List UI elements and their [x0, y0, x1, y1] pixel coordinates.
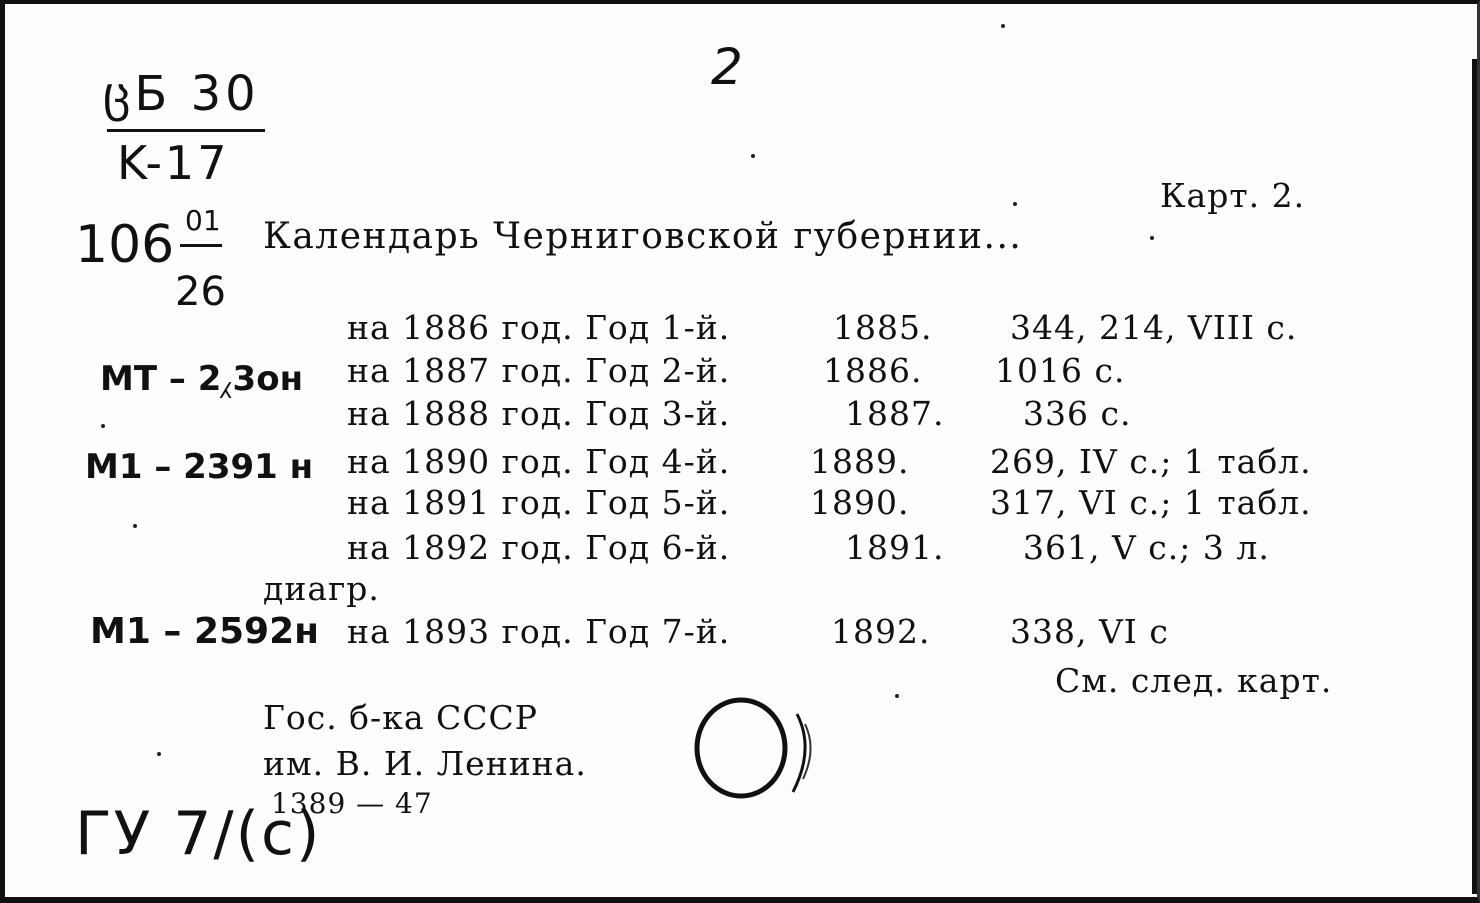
paper-speck — [1150, 236, 1154, 240]
entry-1886-pages: 344, 214, VIII с. — [1010, 308, 1298, 347]
see-next-card: См. след. карт. — [1055, 661, 1333, 700]
entry-continuation: диагр. — [263, 569, 380, 608]
paper-speck — [895, 694, 899, 698]
print-code: 1389 — 47 — [271, 787, 433, 820]
paper-speck — [133, 524, 137, 528]
page-number: 2 — [711, 38, 743, 96]
accession-mark-1893: M1 – 2592н — [90, 611, 320, 652]
entry-1892-pages: 361, V с.; 3 л. — [1023, 528, 1270, 567]
entry-1890-issue: на 1890 год. Год 4-й. — [347, 442, 731, 481]
paper-speck — [1001, 24, 1005, 28]
entry-1888-pages: 336 с. — [1023, 394, 1132, 433]
card-title: Календарь Черниговской губернии... — [263, 216, 1023, 257]
shelf-mark-bottom: K-17 — [117, 136, 230, 190]
entry-1887-year: 1886. — [823, 351, 923, 390]
paper-speck — [157, 752, 161, 756]
paper-speck — [751, 154, 755, 158]
class-number: 106 — [75, 215, 175, 275]
accession-mark-1890: M1 – 2391 н — [85, 447, 314, 487]
entry-1891-year: 1890. — [810, 483, 910, 522]
entry-1891-issue: на 1891 год. Год 5-й. — [347, 483, 731, 522]
shelf-mark-top: ცБ 30 — [103, 66, 260, 122]
card-label: Карт. 2. — [1160, 176, 1306, 215]
class-fraction-bottom: 26 — [175, 269, 226, 315]
entry-1893-pages: 338, VI с — [1010, 612, 1169, 651]
library-name-line1: Гос. б-ка СССР — [263, 698, 538, 737]
entry-1888-issue: на 1888 год. Год 3-й. — [347, 394, 731, 433]
bottom-handwritten-mark: ГУ 7/(c) — [75, 799, 322, 869]
entry-1892-issue: на 1892 год. Год 6-й. — [347, 528, 731, 567]
punch-hole-icon — [685, 694, 825, 814]
entry-1890-year: 1889. — [810, 442, 910, 481]
shelf-mark-rule — [107, 129, 265, 132]
entry-1891-pages: 317, VI с.; 1 табл. — [990, 483, 1312, 522]
entry-1892-year: 1891. — [845, 528, 945, 567]
entry-1886-year: 1885. — [833, 308, 933, 347]
entry-1893-year: 1892. — [831, 612, 931, 651]
library-name-line2: им. В. И. Ленина. — [263, 744, 587, 783]
paper-speck — [101, 424, 105, 428]
entry-1886-issue: на 1886 год. Год 1-й. — [347, 308, 731, 347]
entry-1893-issue: на 1893 год. Год 7-й. — [347, 612, 731, 651]
entry-1890-pages: 269, IV с.; 1 табл. — [990, 442, 1312, 481]
entry-1888-year: 1887. — [845, 394, 945, 433]
entry-1887-pages: 1016 с. — [995, 351, 1126, 390]
class-fraction-top: 01 — [185, 204, 221, 237]
accession-mark-1887: MT – 2⁁3он — [100, 359, 304, 399]
entry-1887-issue: на 1887 год. Год 2-й. — [347, 351, 731, 390]
paper-speck — [1013, 202, 1017, 206]
class-fraction-rule — [180, 244, 222, 247]
